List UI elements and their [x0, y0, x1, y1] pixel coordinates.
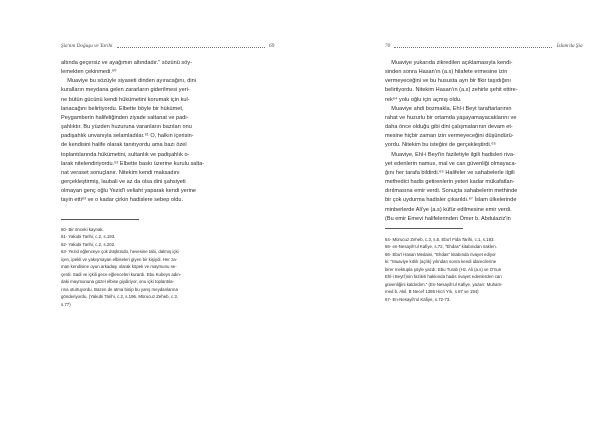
- footnote-line: man kendisine oyun arkadaşı olarak köpek ve maymunu se-: [61, 264, 177, 270]
- right-body-text: [385, 59, 585, 224]
- body-line: padişahlık unvanıyla selamladılar.⁶¹ O, halkın içerisin-: [61, 133, 194, 140]
- left-header-title: Şia'nın Doğuşu ve Tarihi: [61, 43, 113, 49]
- left-footnotes: [61, 226, 261, 308]
- body-line: mesine hiçbir zaman izin vermeyeceğini düşündürü-: [385, 133, 514, 140]
- footnote-line: güvenliğini kaldırdım." (En-Nesayih'ul Kafiye, yazarı: Muham-: [385, 281, 503, 287]
- body-line: ne bütün gücünü kendi hükümetini korumak için kul-: [61, 96, 190, 103]
- body-line: Muaviye ahdi bozmakla, Ehl-i Beyt taraftarlarının: [385, 105, 512, 112]
- header-dot-leader: [117, 44, 265, 48]
- body-line: şahlıktır. Bu yüzden huzuruna varanların bazıları onu: [61, 124, 192, 131]
- body-line: Muaviye yukarıda zikredilen açıklamasıyla kendi-: [385, 60, 513, 66]
- footnote-line: 66- Ebu'l Hasan Medaini, "Ehdas" kitabında rivayet ediyor: [385, 251, 496, 257]
- body-line: Peygamberin halifeliğinden ziyade saltanat ve padi-: [61, 114, 189, 121]
- footnote-line: 62- Yakubi Tarihi, c.2, s.202.: [61, 241, 116, 247]
- body-line: yordu. Nitekim bu isteğini de gerçekleştirdi.⁶⁵: [385, 142, 496, 149]
- left-body-text: [61, 59, 261, 206]
- left-footnote-rule: [61, 219, 139, 220]
- footnote-line: 64- Mürucuz Zeheb, c.3, s.5. Ebu'l Fida Tarihi, c.1, s.183.: [385, 237, 495, 242]
- footnote-line: gönderiyordu. (Yakubi Tarihi, c.2, s.196. Mürucuz Zeheb, c.3,: [61, 294, 178, 300]
- left-running-header: [61, 43, 274, 49]
- footnote-line: 60- Bir önceki kaynak.: [61, 227, 104, 232]
- right-header-title: İslam'da Şia: [556, 43, 583, 49]
- body-line: ğını her tarafa bildirdi.⁶⁶ Halifeler ve sahabelerle ilgili: [385, 169, 515, 176]
- footnote-line: ki: "Muaviye kıtlık (açlık) yılından sonra kendi idarecilerine: [385, 259, 497, 265]
- body-line: rahat ve huzurlu bir ortamda yaşayamayacaklarını ve: [385, 114, 517, 121]
- body-line: belirtiyordu. Nitekim Hasan'ın (a.s) zehirle şehit ettire-: [385, 87, 518, 94]
- body-line: Muaviye bu sözüyle siyaseti dinden ayıracağını, dini: [61, 78, 196, 85]
- footnote-line: rına oturtuyordu. Bazen de atma binip bu yarış meydanlarına: [61, 286, 178, 292]
- body-line: larak nitelendiriyordu.⁶² Elbette baskı üzerine kurulu salta-: [61, 160, 205, 167]
- body-line: altında geçersiz ve ayağımın altındadır." sözünü söy-: [61, 60, 192, 66]
- left-page-number: 69: [269, 43, 275, 49]
- body-line: Muaviye, Ehl-i Beyt'in faziletiyle ilgili hadisleri riva-: [385, 151, 515, 158]
- body-line: vermeyeceğini ve bu hususta ayrı bir fikir taşıdığını: [385, 78, 511, 85]
- right-running-header: [385, 43, 583, 49]
- right-footnote-rule: [385, 228, 463, 229]
- body-line: yet edenlerin namus, mal ve can güvenliği olmayaca-: [385, 160, 517, 167]
- body-line: bir çok uydurma hadisler çıkarıldı.⁶⁷ İslam ülkelerinde: [385, 197, 517, 204]
- body-line: minberlerde Ali'ye (a.s) küfür edilmesine emir verdi.: [385, 206, 512, 213]
- body-line: de kendisini halife olarak tanıtıyordu ama bazı özel: [61, 142, 187, 149]
- right-page: [300, 0, 600, 424]
- body-line: dırılmasına emir verdi. Sonuçta sahabelerin methinde: [385, 188, 518, 195]
- footnote-line: 63- Yezid eğlenceye çok düşkündü, hevesine tabi, dalmış içki: [61, 249, 179, 255]
- right-footnotes: [385, 236, 585, 303]
- body-line: lanacağını belirtiyordu. Elbette böyle bir hükümet,: [61, 105, 184, 112]
- footnote-line: s.77): [61, 301, 71, 307]
- footnote-line: 61- Yakubi Tarihi, c.2, s.193.: [61, 234, 116, 240]
- body-line: gerçekleştirmiş, laubali ve az da olsa dini şahsiyeti: [61, 179, 186, 186]
- footnote-line: çerdi. Sadi ve içkili gece eğlenceleri kurardı. Ebu Kubeys adın-: [61, 271, 182, 277]
- header-dot-leader: [394, 44, 552, 48]
- body-line: (Bu emir Emevi halifelerinden Ömer b. Abdulaziz'in: [385, 215, 511, 222]
- footnote-line: 65- en-Nesayih'ul Kafiye, s.72, "Ehdas" kitabından naklen.: [385, 244, 497, 250]
- footnote-line: 67- En-Nesayih'ul Kafiye, s.72-73.: [385, 296, 451, 302]
- body-line: kuralların meydana gelen zararların giderilmesi yeri-: [61, 87, 190, 94]
- right-page-number: 70: [385, 43, 391, 49]
- footnote-line: med b. Akil. B Necef 1386 Hicri Yılı, s.87 ve 194): [385, 289, 479, 295]
- footnote-line: birer mektupla şöyle yazdı: Ebu Turab (Hz. Ali (a.s) ve O'nun: [385, 266, 502, 272]
- body-line: nat veraset sonuçlanır. Nitekim kendi maksadını: [61, 169, 180, 176]
- body-line: lemekten çekinmedi.⁶⁰: [61, 69, 117, 76]
- footnote-line: içen, ipekli ve yakışmayan elbiseleri giyen bir kişiydi. Her za-: [61, 256, 178, 262]
- body-line: tayin etti⁶³ ve o kadar çirkin hadislere sebep oldu.: [61, 197, 184, 204]
- footnote-line: Ehl-i Beyt'i)nin fazileti hakkında hadis rivayet edenlerden can: [385, 274, 502, 280]
- body-line: olmayan genç oğlu Yezid'i veliaht yaparak kendi yerine: [61, 188, 197, 195]
- body-line: methedici hadis getirenlerin yeteri kadar mükafatlan-: [385, 179, 515, 186]
- body-line: sinden sonra Hasan'ın (a.s) hilafete ermesine izin: [385, 69, 508, 76]
- body-line: rek⁶⁴ yolu oğlu için açmış oldu.: [385, 96, 462, 103]
- body-line: toplantılarında hükümetini, sultanlık ve padişahlık o-: [61, 151, 190, 158]
- footnote-line: daki maymununa güzel elbise giydiriyor, onu içki toplantıla-: [61, 279, 174, 285]
- body-line: daha önce olduğu gibi dini çalışmalarının devam et-: [385, 124, 513, 131]
